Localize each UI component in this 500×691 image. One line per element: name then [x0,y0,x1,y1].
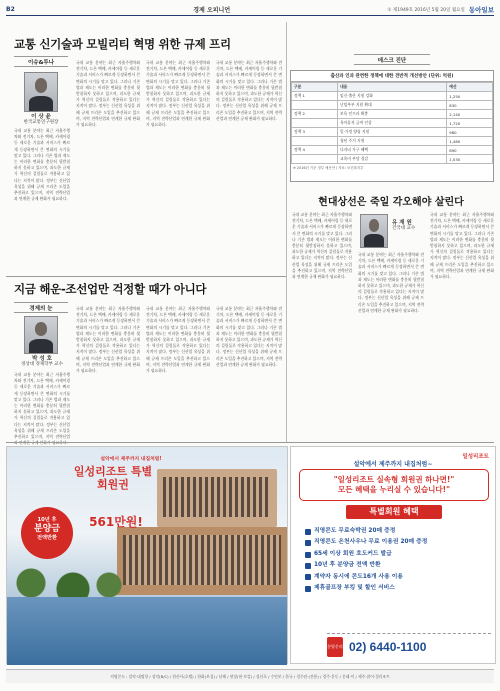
ad-top-line: 설악에서 제주까지 내집처럼~ [353,461,433,468]
table-cell: 1,720 [447,119,493,128]
table-cell: 다자녀 가구 혜택 [337,146,446,155]
table-header: 예산 [447,83,493,92]
phone-number[interactable]: 02) 6440-1100 [349,639,427,654]
table-row [292,110,493,119]
list-item [305,572,490,583]
table-cell [292,137,338,146]
ad-divider [6,442,494,443]
second-article-headline: 지금 해운-조선업만 걱정할 때가 아니다 [14,282,207,296]
page-number: B2 [6,6,15,13]
table-cell: 난임부부 지원 확대 [337,101,446,110]
badge-big: 분양금 [33,524,61,534]
list-item [305,549,490,560]
list-item [305,560,490,571]
building-windows-lower [123,535,281,585]
table-header: 내용 [337,83,446,92]
table-cell: 690 [447,146,493,155]
table-cell: 보육 인프라 확충 [337,110,446,119]
bullet-icon [305,540,311,546]
top-article-body-col1: 국내 교통 분야는 최근 자율주행차와 전기차, 드론 택배, 카셰어링 등 새로운 기술과 서비스가 빠르게 등장하면서 큰 변화의 시기를 맞고 있다. 그러나 기존 법과 제도는 이러한 변화를 충분히 뒷받침하지 못하고 있으며, 과도한 규제가 혁신의 걸림돌로 작용하고 있다는 지적이 많다. 정부는 신산업 육성을 위해 규제 프리존 도입을 추진하고 있으며, 지역 전략산업과 연계한 규제 완화가 필요하다. [14,128,70,202]
table-note: ※ 2016년 기준 정부 예산안 / 자료: 보건복지부 [293,166,364,170]
table-row [292,146,493,155]
table-cell: 정책 4 [292,146,338,155]
table-header: 구분 [292,83,338,92]
bullet-icon [305,563,311,569]
table-row [292,155,493,164]
ad-image-big-text: 일성리조트 특별 회원권 [73,465,153,491]
special-member-label: 특별회원 혜택 [346,505,442,519]
right-article-body-col3: 국내 교통 분야는 최근 자율주행차와 전기차, 드론 택배, 카셰어링 등 새로운 기술과 서비스가 빠르게 등장하면서 큰 변화의 시기를 맞고 있다. 그러나 기존 법과 제도는 이러한 변화를 충분히 뒷받침하지 못하고 있으며, 과도한 규제가 혁신의 걸림돌로 작용하고 있다는 지적이 많다. 정부는 신산업 육성을 위해 규제 프리존 도입을 추진하고 있으며, 지역 전략산업과 연계한 규제 완화가 필요하다. [430,212,494,280]
refund-badge [21,507,73,559]
second-article-body-col3: 국내 교통 분야는 최근 자율주행차와 전기차, 드론 택배, 카셰어링 등 새로운 기술과 서비스가 빠르게 등장하면서 큰 변화의 시기를 맞고 있다. 그러나 기존 법과 제도는 이러한 변화를 충분히 뒷받침하지 못하고 있으며, 과도한 규제가 혁신의 걸림돌로 작용하고 있다는 지적이 많다. 정부는 신산업 육성을 위해 규제 프리존 도입을 추진하고 있으며, 지역 전략산업과 연계한 규제 완화가 필요하다. [146,306,210,374]
resort-ad-panel [290,446,496,664]
badge-tail: 전액반환 [36,535,58,541]
ad-slogan-line1: "일성리조트 실속형 회원권 하나면!" [333,475,455,484]
table-cell: 교육비 부담 경감 [337,155,446,164]
resort-ad-image [6,446,288,664]
right-author-title: 건국대 교수 [392,226,416,231]
right-author-caption [392,220,432,232]
bullet-icon [305,574,311,580]
ad-slogan-line2: 모든 혜택을 누리실 수 있습니다!" [338,485,450,494]
ad-footer: 직영콘도 : 설악·대명항 / 설악(B/C) / 한산사(호텔) / 한화(보성) / 남해 / 현장(현·보강) / 성산포 / 수안보 / 한국 / 경주관·(전용) / 경주·운동 / 문래·이 / 제주·위어·경리조트 [6,669,494,683]
policy-table-title: 출산과 인과 관련한 정책에 대한 전반적 개선방안 (단위: 억원) [291,71,493,82]
table-cell [292,119,338,128]
top-article-body-col4: 국내 교통 분야는 최근 자율주행차와 전기차, 드론 택배, 카셰어링 등 새로운 기술과 서비스가 빠르게 등장하면서 큰 변화의 시기를 맞고 있다. 그러나 기존 법과 제도는 이러한 변화를 충분히 뒷받침하지 못하고 있으며, 과도한 규제가 혁신의 걸림돌로 작용하고 있다는 지적이 많다. 정부는 신산업 육성을 위해 규제 프리존 도입을 추진하고 있으며, 지역 전략산업과 연계한 규제 완화가 필요하다. [216,60,282,121]
right-author-name: 유 재 원 [392,220,412,226]
phone-contact[interactable] [327,633,491,659]
call-label: 분양문의 [327,637,343,657]
second-author-caption [12,356,72,368]
table-cell: 육아휴직 급여 인상 [337,119,446,128]
table-cell [292,101,338,110]
column-divider [286,22,287,442]
top-author-name: 이 상 윤 [31,114,51,120]
bullet-icon [305,586,311,592]
benefit-text: 10년 후 분양금 전액 반환 [314,562,381,569]
table-row [292,128,493,137]
masthead [6,4,494,16]
second-article-body-col2: 국내 교통 분야는 최근 자율주행차와 전기차, 드론 택배, 카셰어링 등 새로운 기술과 서비스가 빠르게 등장하면서 큰 변화의 시기를 맞고 있다. 그러나 기존 법과 제도는 이러한 변화를 충분히 뒷받침하지 못하고 있으며, 과도한 규제가 혁신의 걸림돌로 작용하고 있다는 지적이 많다. 정부는 신산업 육성을 위해 규제 프리존 도입을 추진하고 있으며, 지역 전략산업과 연계한 규제 완화가 필요하다. [76,306,140,374]
table-cell: 960 [447,128,493,137]
top-article-column-label: 이슈&투나 [14,56,68,67]
top-author-caption [14,114,68,126]
newspaper-brand: 동아일보 [468,6,494,14]
list-item [305,537,490,548]
second-article-column-label: 경제의 눈 [14,302,68,313]
list-item [305,526,490,537]
table-cell: 1,480 [447,137,493,146]
building-windows [163,477,271,517]
benefit-text: 직영콘도 무료숙박권 20매 증정 [314,528,396,534]
ad-slogan [299,469,489,501]
bullet-icon [305,529,311,535]
second-article-body-col4: 국내 교통 분야는 최근 자율주행차와 전기차, 드론 택배, 카셰어링 등 새로운 기술과 서비스가 빠르게 등장하면서 큰 변화의 시기를 맞고 있다. 그러나 기존 법과 제도는 이러한 변화를 충분히 뒷받침하지 못하고 있으며, 과도한 규제가 혁신의 걸림돌로 작용하고 있다는 지적이 많다. 정부는 신산업 육성을 위해 규제 프리존 도입을 추진하고 있으며, 지역 전략산업과 연계한 규제 완화가 필요하다. [216,306,282,367]
table-cell: 정책 2 [292,110,338,119]
table-row [292,101,493,110]
section-title: 경제 오피니언 [193,7,231,14]
resort-logo: 일성리조트 [462,454,489,460]
table-row [292,92,493,101]
table-cell: 일·가정 양립 지원 [337,128,446,137]
second-article-body-col1: 국내 교통 분야는 최근 자율주행차와 전기차, 드론 택배, 카셰어링 등 새로운 기술과 서비스가 빠르게 등장하면서 큰 변화의 시기를 맞고 있다. 그러나 기존 법과 제도는 이러한 변화를 충분히 뒷받침하지 못하고 있으며, 과도한 규제가 혁신의 걸림돌로 작용하고 있다는 지적이 많다. 정부는 신산업 육성을 위해 규제 프리존 도입을 추진하고 있으며, 지역 전략산업과 연계한 규제 완화가 필요하다. [14,372,70,446]
table-cell: 1,030 [447,155,493,164]
top-author-photo [24,72,58,112]
policy-table-box [290,70,494,182]
benefit-text: 65세 이상 회원 호도커드 발급 [314,550,392,557]
benefit-list [305,526,490,594]
top-article-body-col2: 국내 교통 분야는 최근 자율주행차와 전기차, 드론 택배, 카셰어링 등 새로운 기술과 서비스가 빠르게 등장하면서 큰 변화의 시기를 맞고 있다. 그러나 기존 법과 제도는 이러한 변화를 충분히 뒷받침하지 못하고 있으며, 과도한 규제가 혁신의 걸림돌로 작용하고 있다는 지적이 많다. 정부는 신산업 육성을 위해 규제 프리존 도입을 추진하고 있으며, 지역 전략산업과 연계한 규제 완화가 필요하다. [76,60,140,128]
right-article-body-col2: 국내 교통 분야는 최근 자율주행차와 전기차, 드론 택배, 카셰어링 등 새로운 기술과 서비스가 빠르게 등장하면서 큰 변화의 시기를 맞고 있다. 그러나 기존 법과 제도는 이러한 변화를 충분히 뒷받침하지 못하고 있으며, 과도한 규제가 혁신의 걸림돌로 작용하고 있다는 지적이 많다. 정부는 신산업 육성을 위해 규제 프리존 도입을 추진하고 있으며, 지역 전략산업과 연계한 규제 완화가 필요하다. [358,252,424,313]
table-cell: 2,140 [447,110,493,119]
lake [7,597,287,665]
bullet-icon [305,552,311,558]
table-cell: 830 [447,101,493,110]
table-cell: 정책 1 [292,92,338,101]
right-author-photo [360,214,388,248]
second-author-photo [24,316,58,354]
right-column-label: 데스크 진단 [354,54,430,65]
issue-date: ① 제1949호 2016년 5월 20일 월요일 [387,7,465,13]
table-cell: 임신·출산 지원 강화 [337,92,446,101]
policy-table [291,82,493,164]
table-cell: 1,250 [447,92,493,101]
top-article-body-col3: 국내 교통 분야는 최근 자율주행차와 전기차, 드론 택배, 카셰어링 등 새로운 기술과 서비스가 빠르게 등장하면서 큰 변화의 시기를 맞고 있다. 그러나 기존 법과 제도는 이러한 변화를 충분히 뒷받침하지 못하고 있으며, 과도한 규제가 혁신의 걸림돌로 작용하고 있다는 지적이 많다. 정부는 신산업 육성을 위해 규제 프리존 도입을 추진하고 있으며, 지역 전략산업과 연계한 규제 완화가 필요하다. [146,60,210,128]
right-article-headline: 현대상선은 죽일 각오해야 살린다 [318,197,464,208]
second-author-title: 경상대 경제학부 교수 [21,362,63,367]
table-cell [292,155,338,164]
second-author-name: 박 성 호 [32,356,52,362]
table-cell: 정책 3 [292,128,338,137]
top-article-headline: 교통 신기술과 모빌리티 혁명 위한 규제 프리 [14,37,231,51]
top-author-title: 한국교통연구원장 [23,120,59,125]
table-cell: 청년 주거 지원 [337,137,446,146]
table-row [292,119,493,128]
ad-image-title: 설악에서 제주까지 내집처럼! [100,457,162,462]
badge-small: 10년 후 [37,517,57,523]
article-divider [6,276,286,277]
right-article-body-col1: 국내 교통 분야는 최근 자율주행차와 전기차, 드론 택배, 카셰어링 등 새로운 기술과 서비스가 빠르게 등장하면서 큰 변화의 시기를 맞고 있다. 그러나 기존 법과 제도는 이러한 변화를 충분히 뒷받침하지 못하고 있으며, 과도한 규제가 혁신의 걸림돌로 작용하고 있다는 지적이 많다. 정부는 신산업 육성을 위해 규제 프리존 도입을 추진하고 있으며, 지역 전략산업과 연계한 규제 완화가 필요하다. [292,212,352,280]
benefit-text: 계약자 동시에 콘도16개 사용 이용 [314,573,403,580]
table-row [292,137,493,146]
benefit-text: 직영콘도 온천사우나 무료 이용권 20매 증정 [314,539,428,546]
benefit-text: 제휴골프장 부킹 및 할인 서비스 [314,585,395,592]
list-item [305,583,490,594]
ad-price: 561만원! [89,515,143,529]
